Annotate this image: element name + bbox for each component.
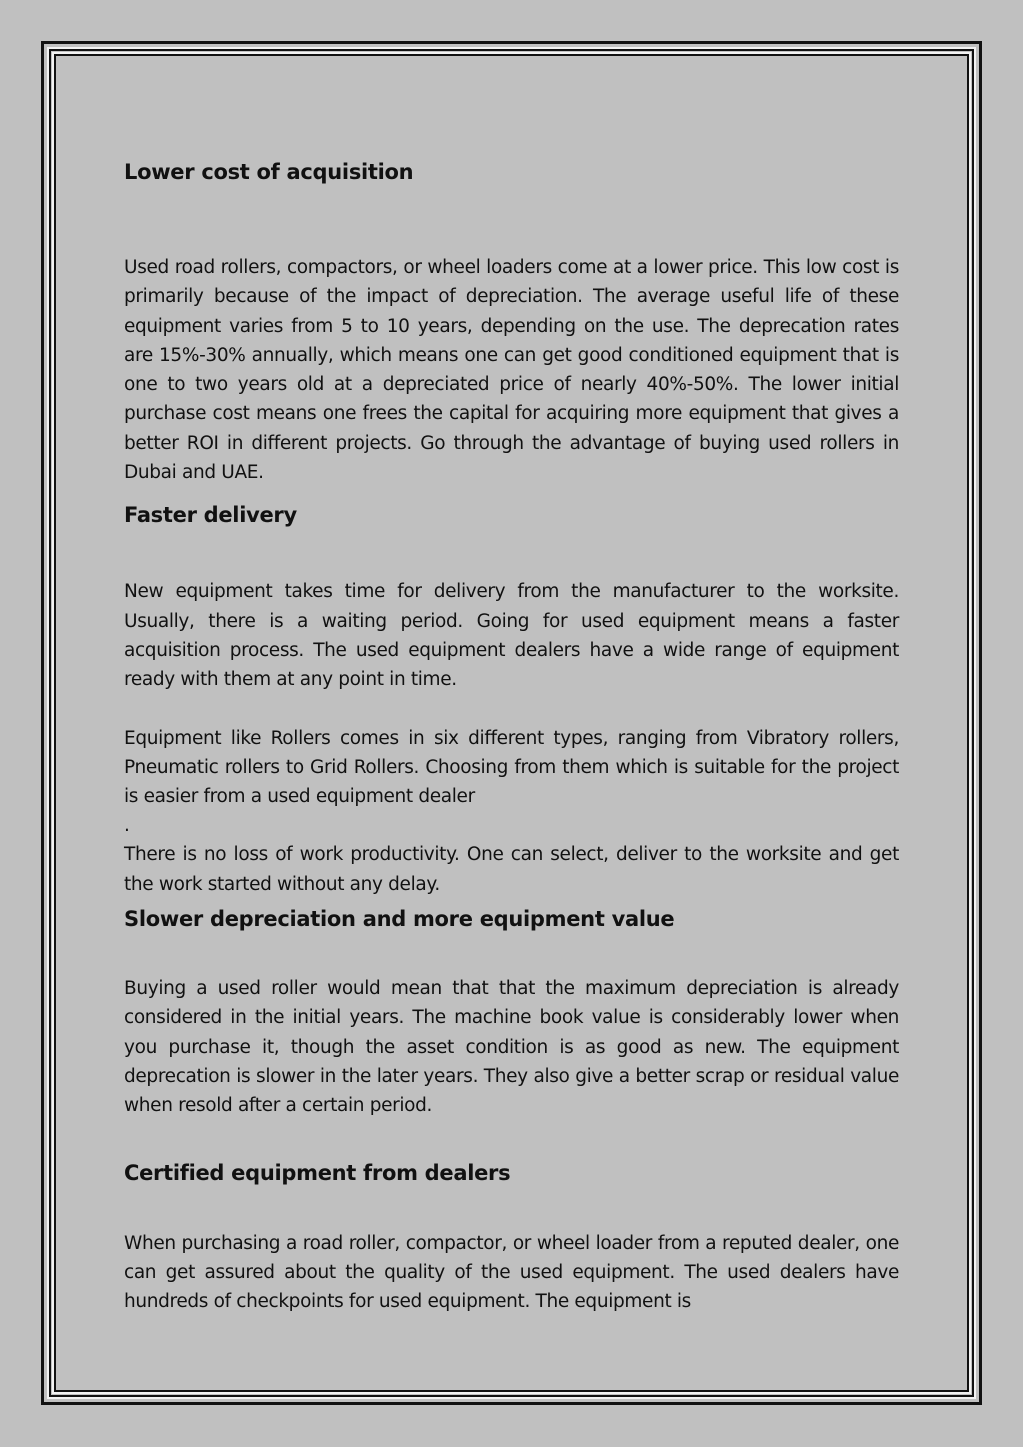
section-heading-faster-delivery: Faster delivery xyxy=(124,503,297,528)
document-body xyxy=(124,150,899,1316)
paragraph-faster-delivery-2: Equipment like Rollers comes in six different types, ranging from Vibratory rollers, Pneumatic rollers to Grid Rollers. Choosing from them which is suitable for the project is easier from a used equipment dealer xyxy=(124,727,899,808)
section-heading-certified-equipment: Certified equipment from dealers xyxy=(124,1160,511,1185)
paragraph-slower-depreciation: Buying a used roller would mean that that the maximum depreciation is already considered in the initial years. The machine book value is considerably lower when you purchase it, though the asset condition is as good as new. The equipment deprecation is slower in the later years. They also give a better scrap or residual value when resold after a certain period. xyxy=(124,978,899,1117)
paragraph-faster-delivery-3: There is no loss of work productivity. One can select, deliver to the worksite and get the work started without any delay. xyxy=(124,844,899,895)
paragraph-stray-dot: . xyxy=(124,815,130,837)
section-heading-lower-cost: Lower cost of acquisition xyxy=(124,160,414,184)
paragraph-faster-delivery-1: New equipment takes time for delivery from the manufacturer to the worksite. Usually, there is a waiting period. Going for used equipment means a faster acquisition process. The used equipment dealers have a wide range of equipment ready with them at any point in time. xyxy=(124,581,899,691)
section-heading-slower-depreciation: Slower depreciation and more equipment value xyxy=(124,907,675,932)
paragraph-lower-cost: Used road rollers, compactors, or wheel loaders come at a lower price. This low cost is primarily because of the impact of depreciation. The average useful life of these equipment varies from 5 to 10 years, depending on the use. The deprecation rates are 15%-30% annually, which means one can get good conditioned equipment that is one to two years old at a depreciated price of nearly 40%-50%. The lower initial purchase cost means one frees the capital for acquiring more equipment that gives a better ROI in different projects. Go through the advantage of buying used rollers in Dubai and UAE. xyxy=(124,257,899,484)
paragraph-certified-equipment: When purchasing a road roller, compactor, or wheel loader from a reputed dealer, one can get assured about the quality of the used equipment. The used dealers have hundreds of checkpoints for used equipment. The equipment is xyxy=(124,1232,899,1313)
